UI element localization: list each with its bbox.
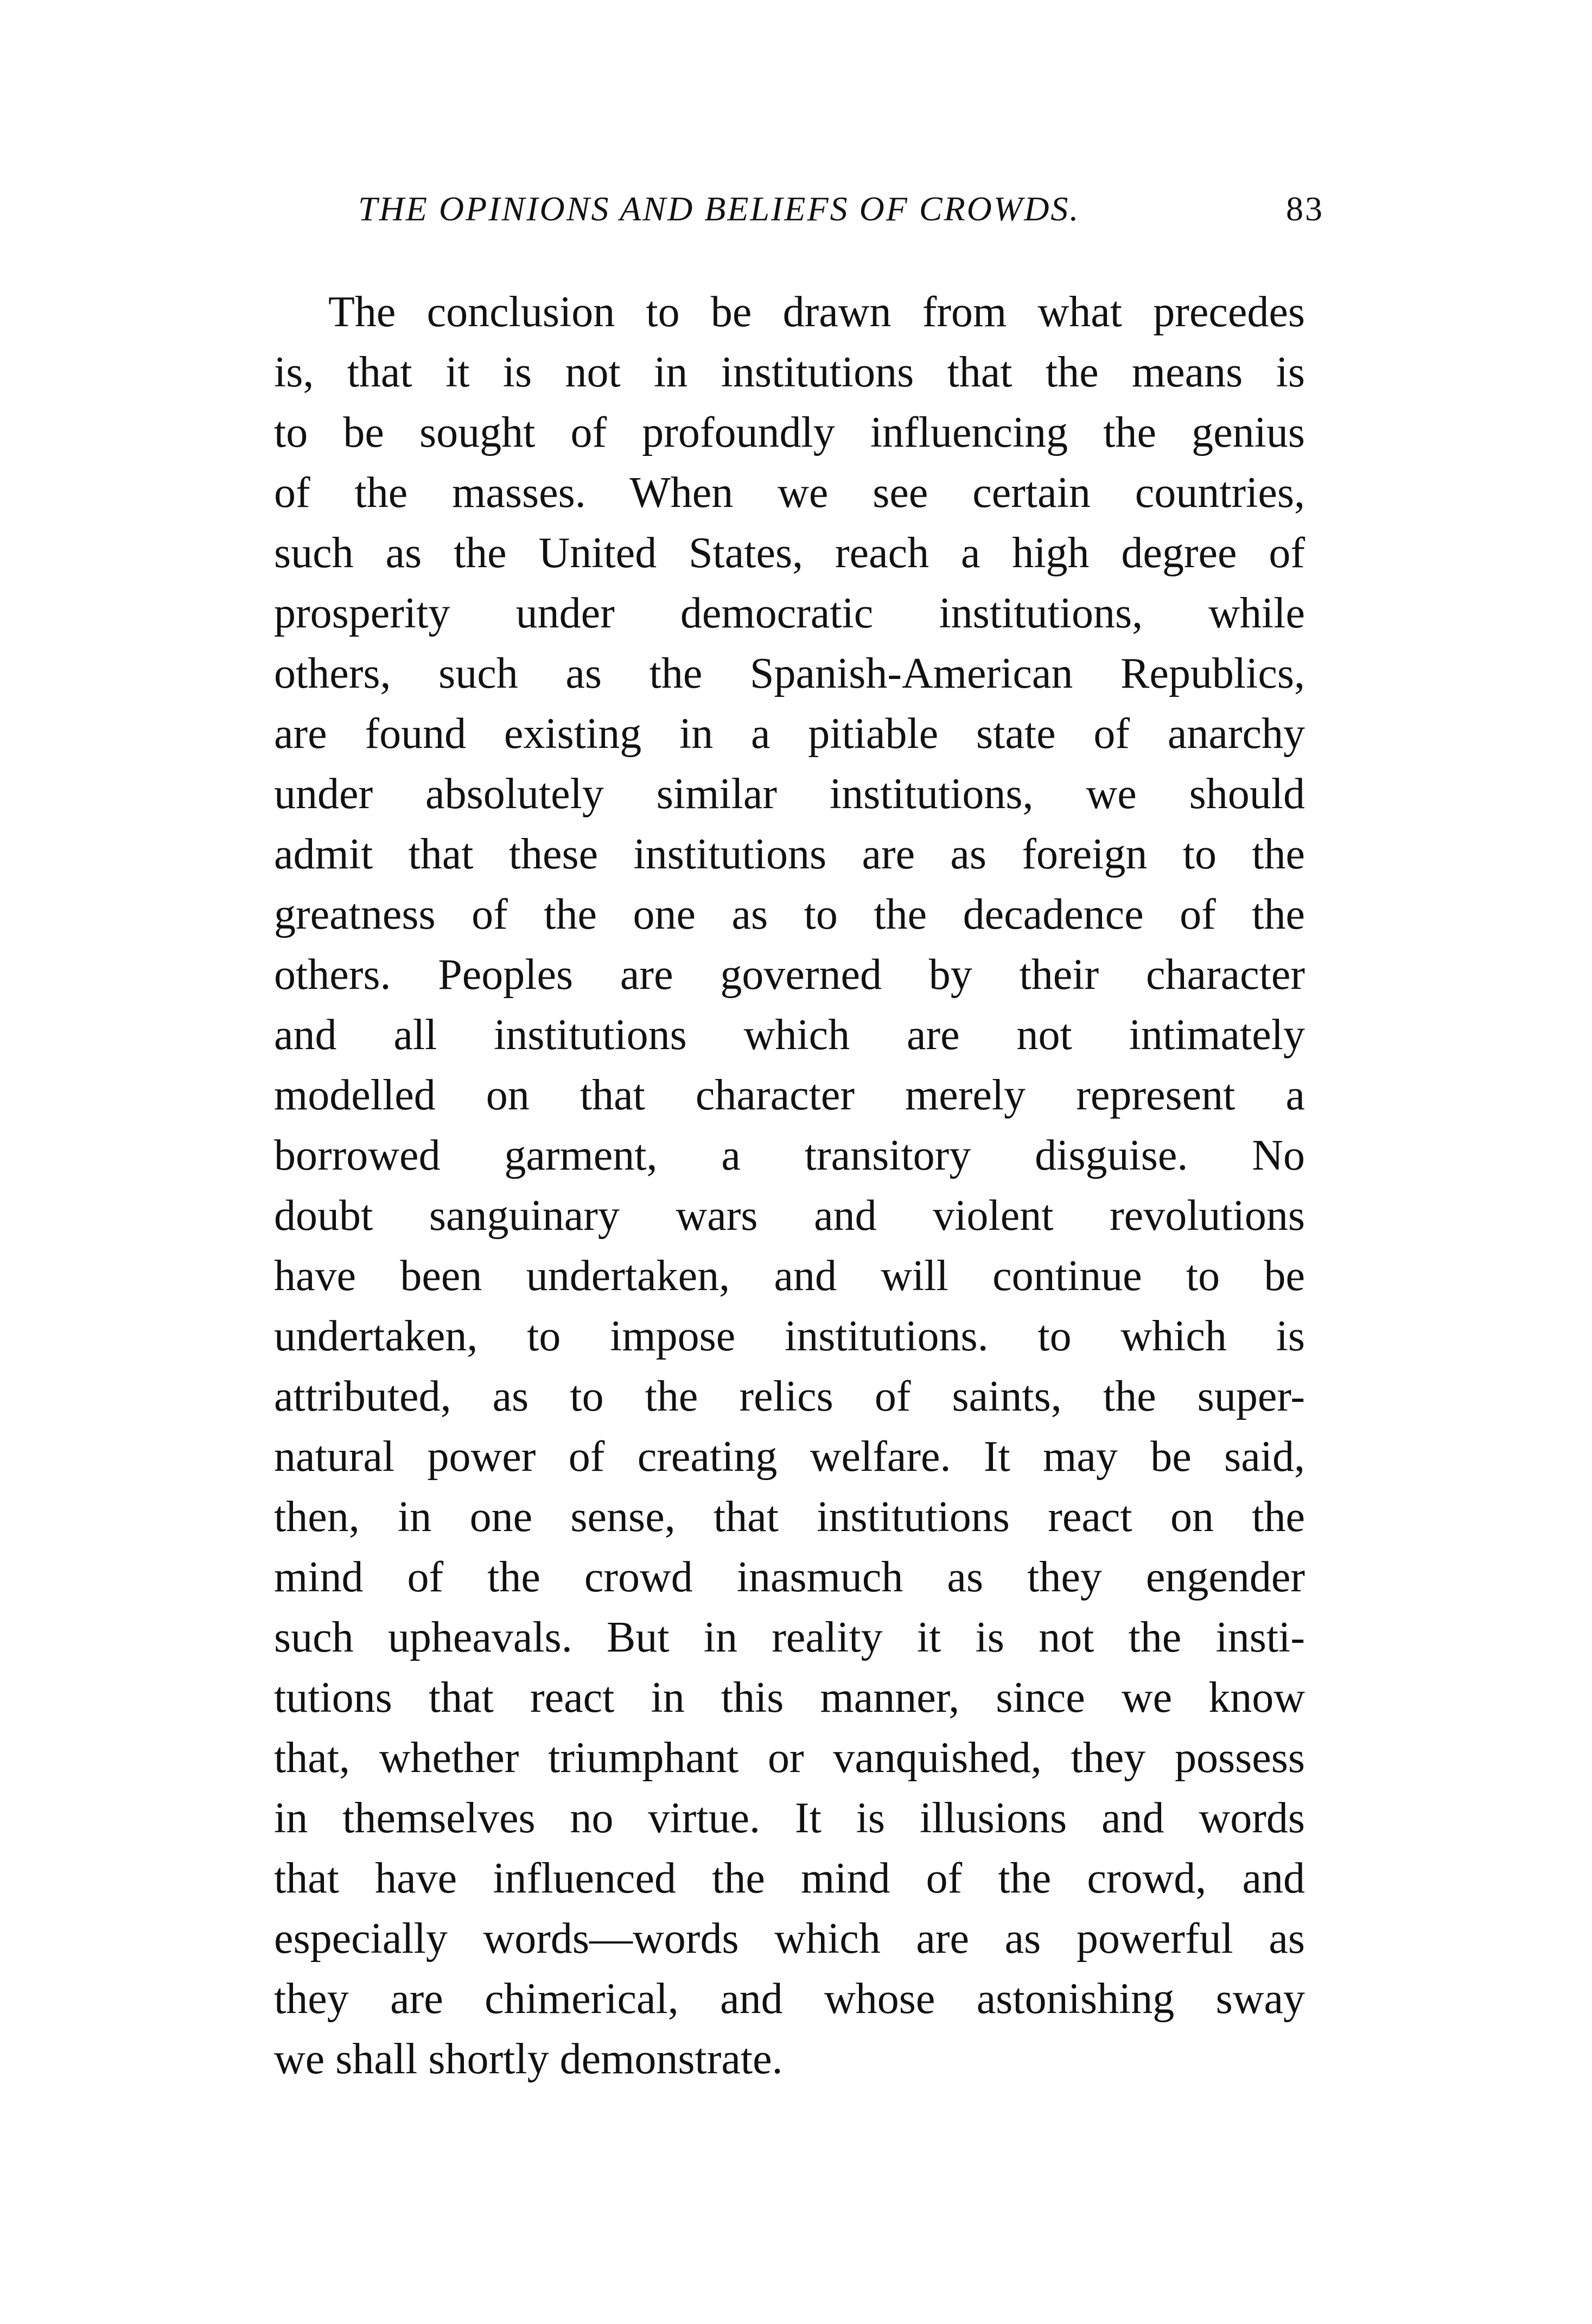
text-line: admit that these institutions are as foreign to the [274,830,1305,878]
text-line: in themselves no virtue. It is illusions and words [274,1794,1305,1842]
text-line: is, that it is not in institutions that the means is [274,348,1305,396]
text-line: under absolutely similar institutions, we should [274,770,1305,818]
text-line: modelled on that character merely represent a [274,1071,1305,1119]
text-line: especially words—words which are as powerful as [274,1915,1305,1963]
text-line: others, such as the Spanish-American Republics, [274,650,1305,697]
text-line: mind of the crowd inasmuch as they engender [274,1553,1305,1601]
text-line: such as the United States, reach a high degree of [274,529,1305,577]
text-line: such upheavals. But in reality it is not the insti- [274,1614,1305,1661]
text-line: that, whether triumphant or vanquished, they possess [274,1734,1305,1782]
text-line: The conclusion to be drawn from what precedes [328,288,1305,336]
text-line: borrowed garment, a transitory disguise. No [274,1132,1305,1179]
text-line: attributed, as to the relics of saints, the super- [274,1373,1305,1420]
text-line: and all institutions which are not intimately [274,1011,1305,1059]
text-line: are found existing in a pitiable state of anarchy [274,710,1305,758]
text-line: we shall shortly demonstrate. [274,2035,783,2083]
text-line: to be sought of profoundly influencing the genius [274,409,1305,456]
text-line: natural power of creating welfare. It may be said, [274,1433,1305,1481]
text-line: tutions that react in this manner, since we know [274,1674,1305,1722]
text-line: then, in one sense, that institutions react on the [274,1493,1305,1541]
text-line: doubt sanguinary wars and violent revolutions [274,1192,1305,1240]
text-line: others. Peoples are governed by their character [274,951,1305,999]
text-line: they are chimerical, and whose astonishing sway [274,1975,1305,2023]
running-title: THE OPINIONS AND BELIEFS OF CROWDS. [358,189,1080,228]
text-line: undertaken, to impose institutions. to which is [274,1312,1305,1360]
running-head [358,185,1324,233]
text-line: prosperity under democratic institutions, while [274,589,1305,637]
text-line: of the masses. When we see certain countries, [274,469,1305,517]
text-line: that have influenced the mind of the crowd, and [274,1855,1305,1902]
text-line: have been undertaken, and will continue to be [274,1252,1305,1300]
text-line: greatness of the one as to the decadence of the [274,891,1305,938]
body-paragraph [274,282,1305,2090]
page-number: 83 [1286,189,1324,228]
